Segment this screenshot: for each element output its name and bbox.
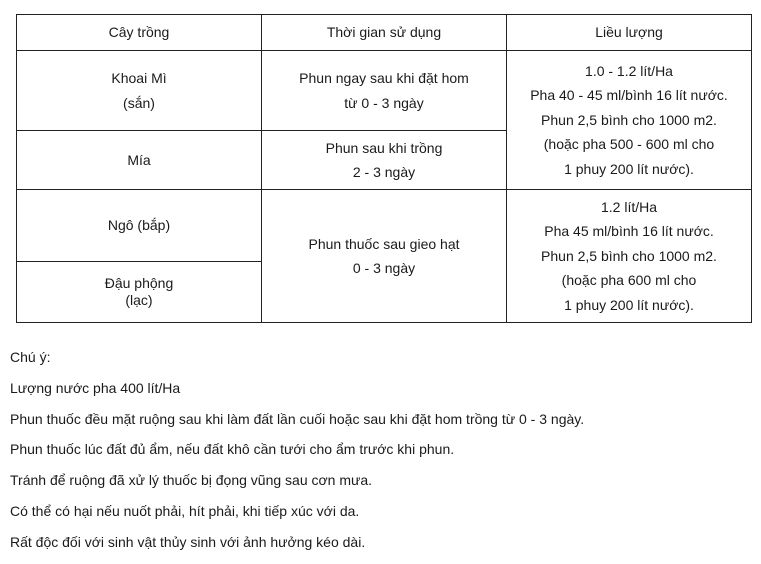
- crop-alt-name: (lạc): [125, 292, 153, 308]
- note-item: Rất độc đối với sinh vật thủy sinh với ảnh hưởng kéo dài.: [10, 533, 366, 550]
- timing-mia: [262, 131, 507, 190]
- crop-name: Khoai Mì: [111, 70, 167, 86]
- timing-line: Phun sau khi trồng: [325, 139, 443, 156]
- dosage-line: 1.2 lít/Ha: [600, 198, 658, 215]
- dosage-line: (hoặc pha 600 ml cho: [561, 272, 697, 289]
- header-crop: [17, 15, 262, 51]
- crop-dau-phong: [17, 262, 262, 322]
- note-item: Tránh để ruộng đã xử lý thuốc bị đọng vũng sau cơn mưa.: [10, 472, 373, 489]
- usage-table: [16, 14, 752, 323]
- timing-line: 0 - 3 ngày: [352, 260, 416, 276]
- header-timing: [262, 15, 507, 51]
- note-item: Phun thuốc đều mặt ruộng sau khi làm đất lần cuối hoặc sau khi đặt hom trồng từ 0 - 3 ngày.: [10, 410, 585, 427]
- note-item: Lượng nước pha 400 lít/Ha: [10, 379, 181, 396]
- timing-khoai-mi: [262, 51, 507, 131]
- crop-name: Mía: [127, 151, 151, 168]
- dosage-line: Pha 45 ml/bình 16 lít nước.: [544, 223, 714, 240]
- note-item: Phun thuốc lúc đất đủ ẩm, nếu đất khô cần tưới cho ẩm trước khi phun.: [10, 441, 455, 458]
- dosage-group-1: [507, 51, 751, 190]
- dosage-line: Phun 2,5 bình cho 1000 m2.: [541, 111, 717, 128]
- note-item: Có thể có hại nếu nuốt phải, hít phải, khi tiếp xúc với da.: [10, 502, 360, 519]
- crop-name: Đậu phộng: [104, 275, 174, 291]
- header-crop-label: Cây trồng: [108, 24, 170, 41]
- dosage-line: 1 phuy 200 lít nước).: [564, 296, 694, 313]
- dosage-group-2: [507, 190, 751, 322]
- notes-title: Chú ý:: [10, 349, 51, 365]
- dosage-line: 1.0 - 1.2 lít/Ha: [585, 62, 673, 79]
- crop-khoai-mi: [17, 51, 262, 131]
- crop-ngo: [17, 190, 262, 262]
- header-dosage: [507, 15, 751, 51]
- dosage-line: Pha 40 - 45 ml/bình 16 lít nước.: [530, 87, 728, 104]
- dosage-line: Phun 2,5 bình cho 1000 m2.: [541, 247, 717, 264]
- header-dosage-label: Liều lượng: [595, 24, 663, 41]
- crop-name: Ngô (bắp): [107, 217, 171, 234]
- timing-line: 2 - 3 ngày: [352, 164, 416, 180]
- timing-line: từ 0 - 3 ngày: [344, 94, 424, 111]
- crop-mia: [17, 131, 262, 190]
- notes-section: [10, 346, 750, 562]
- timing-ngo-dau-phong: [262, 190, 507, 322]
- timing-line: Phun thuốc sau gieo hạt: [308, 235, 460, 252]
- crop-alt-name: (sắn): [123, 94, 155, 111]
- dosage-line: 1 phuy 200 lít nước).: [564, 160, 694, 177]
- timing-line: Phun ngay sau khi đặt hom: [299, 70, 469, 86]
- dosage-line: (hoặc pha 500 - 600 ml cho: [543, 136, 715, 153]
- header-timing-label: Thời gian sử dụng: [326, 24, 442, 41]
